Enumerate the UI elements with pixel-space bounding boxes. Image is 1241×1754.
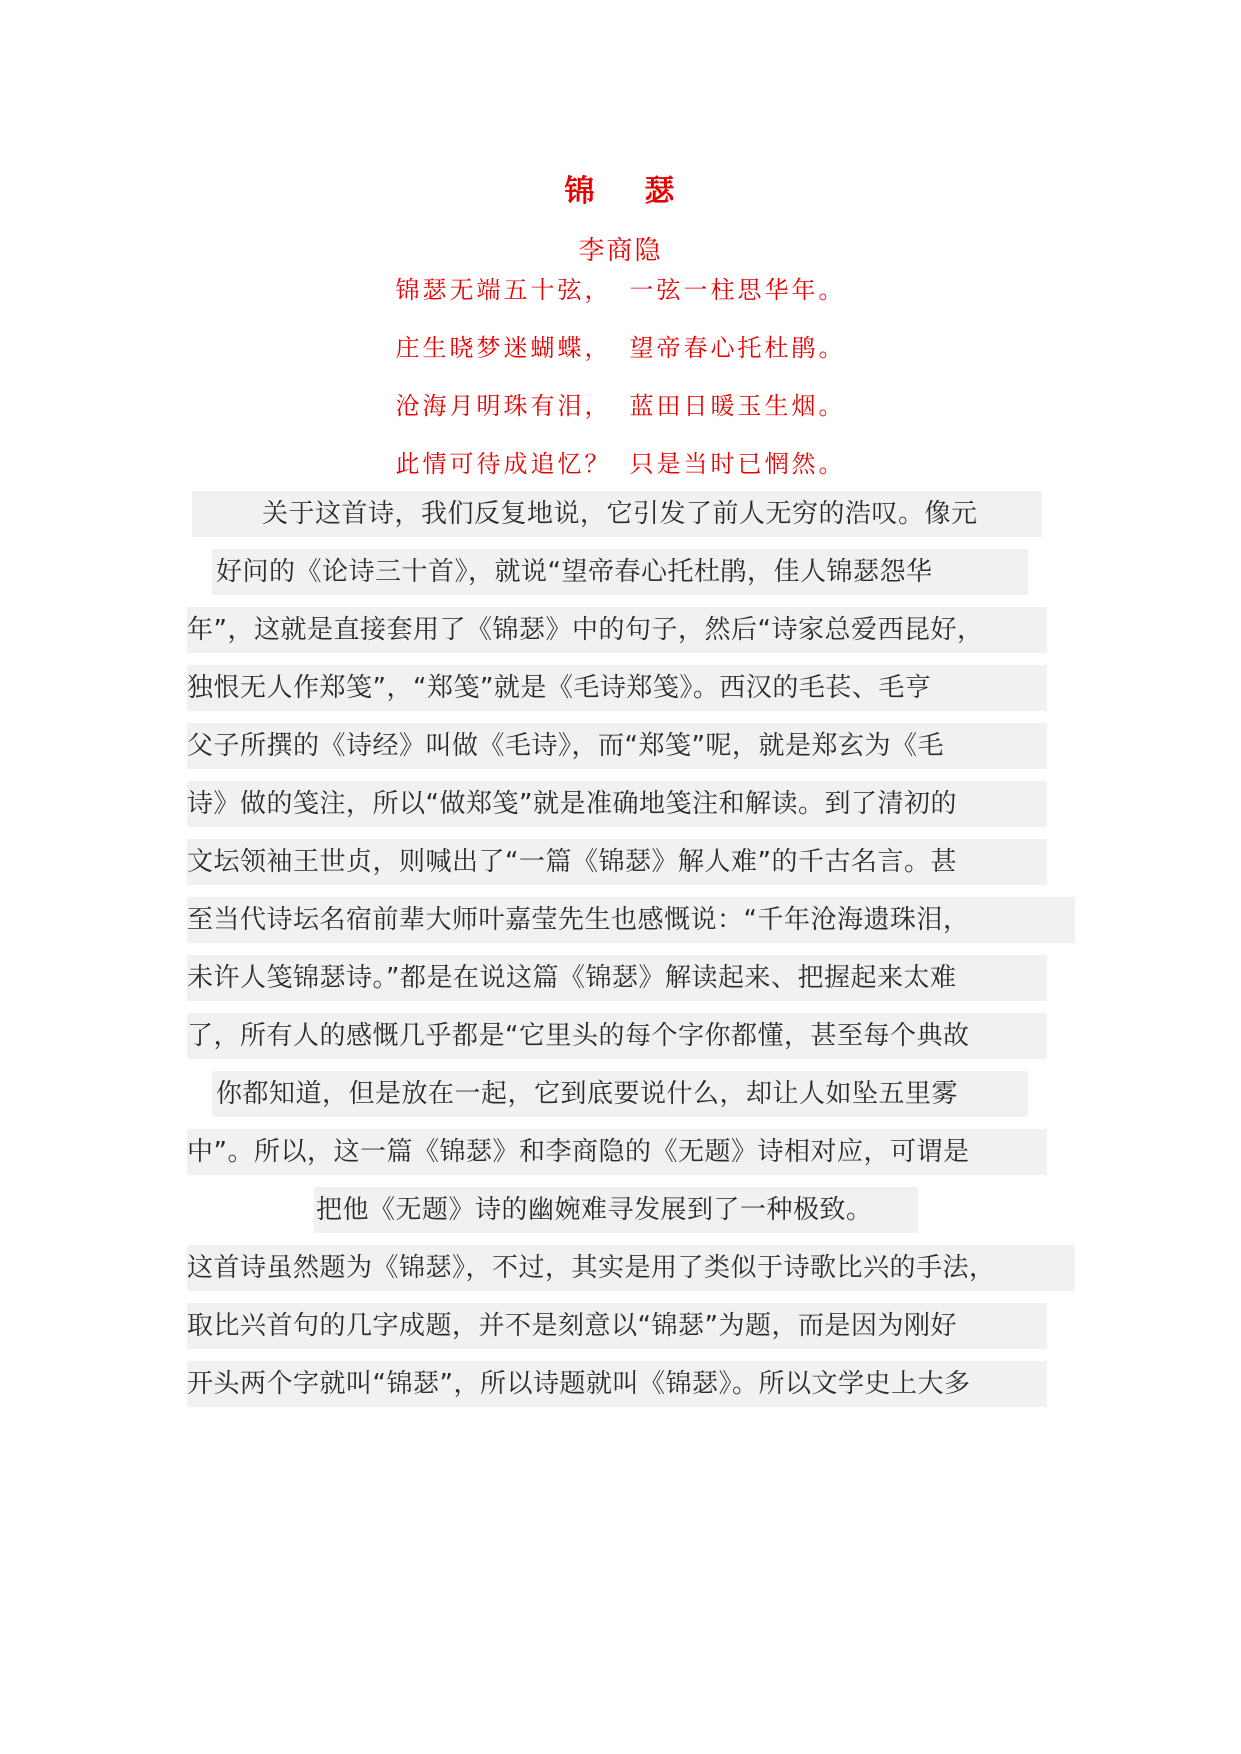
body-line-10: 了，所有人的感慨几乎都是“它里头的每个字你都懂，甚至每个典故	[187, 1013, 1047, 1059]
title-char-2: 瑟	[644, 174, 677, 209]
body-line-13: 把他《无题》诗的幽婉难寻发展到了一种极致。	[314, 1187, 918, 1233]
body-line-8: 至当代诗坛名宿前辈大师叶嘉莹先生也感慨说：“千年沧海遗珠泪，	[187, 897, 1075, 943]
body-line-16: 开头两个字就叫“锦瑟”，所以诗题就叫《锦瑟》。所以文学史上大多	[187, 1361, 1047, 1407]
body-line-12: 中”。所以，这一篇《锦瑟》和李商隐的《无题》诗相对应，可谓是	[187, 1129, 1047, 1175]
verse-line-3: 沧海月明珠有泪， 蓝田日暖玉生烟。	[395, 392, 846, 420]
body-line-14: 这首诗虽然题为《锦瑟》，不过，其实是用了类似于诗歌比兴的手法，	[187, 1245, 1075, 1291]
body-line-3: 年”，这就是直接套用了《锦瑟》中的句子，然后“诗家总爱西昆好，	[187, 607, 1047, 653]
body-line-11: 你都知道，但是放在一起，它到底要说什么，却让人如坠五里雾	[212, 1071, 1028, 1117]
body-line-1: 关于这首诗，我们反复地说，它引发了前人无穷的浩叹。像元	[192, 491, 1042, 537]
body-line-5: 父子所撰的《诗经》叫做《毛诗》，而“郑笺”呢，就是郑玄为《毛	[187, 723, 1047, 769]
verse-line-2: 庄生晓梦迷蝴蝶， 望帝春心托杜鹃。	[395, 334, 846, 362]
body-line-2: 好问的《论诗三十首》，就说“望帝春心托杜鹃，佳人锦瑟怨华	[212, 549, 1028, 595]
body-line-15: 取比兴首句的几字成题，并不是刻意以“锦瑟”为题，而是因为刚好	[187, 1303, 1047, 1349]
body-line-6: 诗》做的笺注，所以“做郑笺”就是准确地笺注和解读。到了清初的	[187, 781, 1047, 827]
verse-line-4: 此情可待成追忆？ 只是当时已惘然。	[395, 450, 846, 478]
poem-author: 李商隐	[578, 236, 663, 266]
body-line-4: 独恨无人作郑笺”，“郑笺”就是《毛诗郑笺》。西汉的毛苌、毛亨	[187, 665, 1047, 711]
body-line-9: 未许人笺锦瑟诗。”都是在说这篇《锦瑟》解读起来、把握起来太难	[187, 955, 1047, 1001]
title-char-1: 锦	[564, 174, 597, 209]
poem-title	[0, 166, 1241, 210]
verse-line-1: 锦瑟无端五十弦， 一弦一柱思华年。	[395, 276, 846, 304]
body-line-7: 文坛领袖王世贞，则喊出了“一篇《锦瑟》解人难”的千古名言。甚	[187, 839, 1047, 885]
